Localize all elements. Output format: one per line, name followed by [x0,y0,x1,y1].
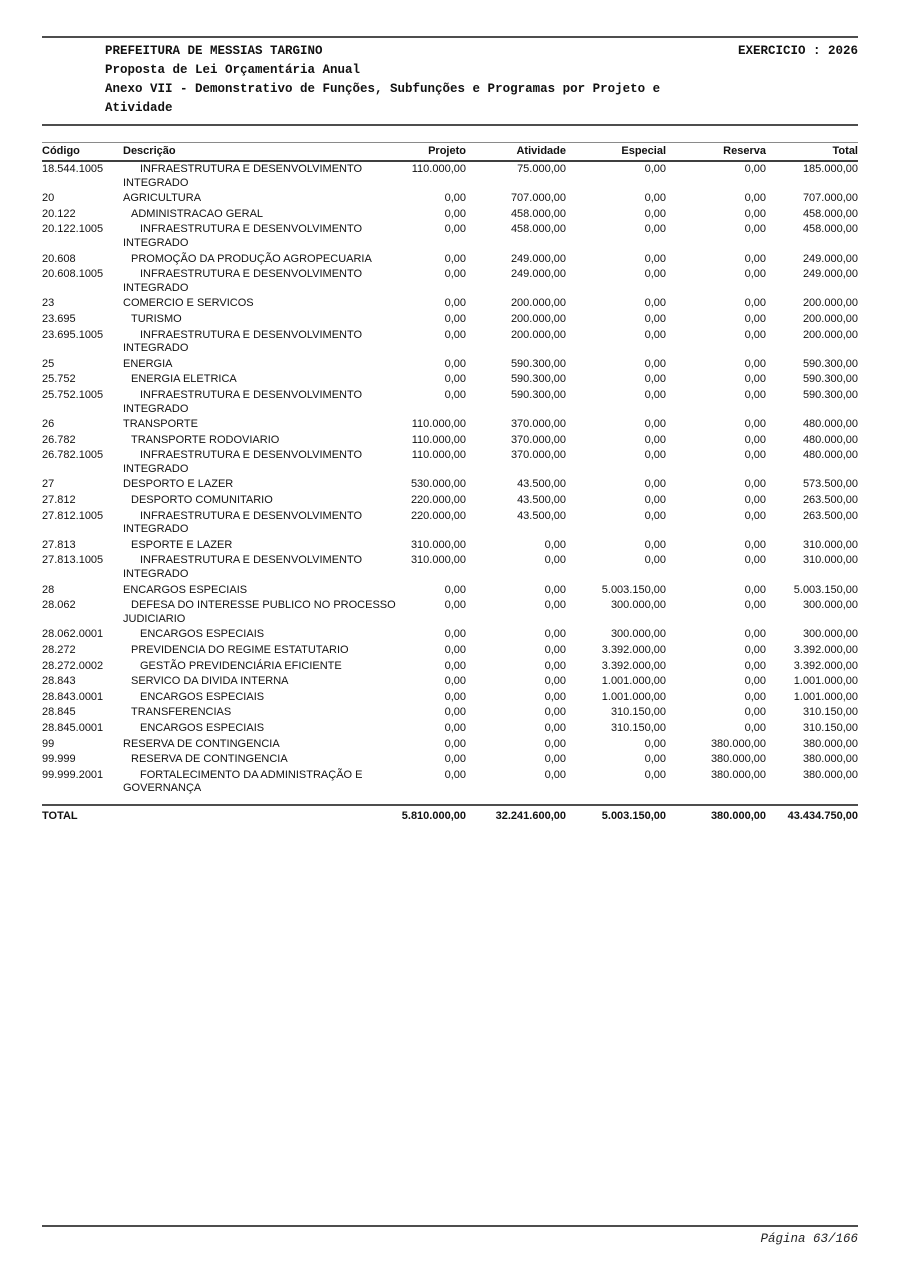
cell-atividade: 0,00 [544,706,566,719]
cell-atividade: 0,00 [544,690,566,703]
table-row [42,191,858,207]
cell-especial: 0,00 [644,268,666,281]
cell-atividade: 0,00 [544,554,566,567]
cell-total: 185.000,00 [802,163,858,175]
cell-atividade: 0,00 [544,538,566,551]
table-row [42,538,858,554]
cell-reserva: 380.000,00 [710,737,766,750]
total-reserva: 380.000,00 [666,805,766,826]
table-row [42,417,858,433]
table-row [42,659,858,675]
table-row [42,357,858,373]
table-row [42,448,858,477]
table-row [42,705,858,721]
cell-reserva: 0,00 [744,599,766,612]
cell-code: 28.845.0001 [42,721,104,734]
cell-total: 590.300,00 [802,357,858,370]
cell-especial: 310.150,00 [610,706,666,719]
cell-code: 99.999 [42,753,76,766]
cell-code: 26 [42,418,55,431]
cell-code: 28.843 [42,675,76,688]
table-row [42,493,858,509]
cell-atividade: 43.500,00 [517,478,566,491]
column-header-total: Total [766,143,858,162]
cell-code: 28.843.0001 [42,690,104,703]
cell-especial: 0,00 [644,494,666,507]
cell-projeto: 0,00 [444,207,466,220]
cell-description: GESTÃO PREVIDENCIÁRIA EFICIENTE [140,659,342,672]
cell-atividade: 590.300,00 [510,357,566,370]
total-total: 43.434.750,00 [766,805,858,826]
cell-projeto: 0,00 [444,297,466,310]
cell-description: ENCARGOS ESPECIAIS [123,583,248,596]
cell-description: ENERGIA [123,357,173,370]
table-row [42,768,858,805]
cell-especial: 0,00 [644,478,666,491]
cell-total: 458.000,00 [802,223,858,236]
cell-description: INFRAESTRUTURA E DESENVOLVIMENTO INTEGRADO [123,163,363,189]
cell-reserva: 0,00 [744,223,766,236]
cell-description: TRANSPORTE [123,418,198,431]
cell-total: 1.001.000,00 [793,675,858,688]
cell-projeto: 0,00 [444,373,466,386]
cell-atividade: 249.000,00 [510,268,566,281]
cell-reserva: 0,00 [744,207,766,220]
table-row [42,674,858,690]
cell-code: 20.122 [42,207,76,220]
cell-code: 27.813.1005 [42,554,104,567]
cell-especial: 0,00 [644,223,666,236]
cell-code: 23.695.1005 [42,328,104,341]
cell-atividade: 590.300,00 [510,373,566,386]
cell-especial: 0,00 [644,449,666,462]
column-header-codigo: Código [42,143,123,162]
cell-total: 480.000,00 [802,449,858,462]
table-row [42,312,858,328]
cell-code: 25.752 [42,373,76,386]
cell-code: 28.845 [42,706,76,719]
report-header [42,36,858,126]
cell-code: 99.999.2001 [42,768,104,781]
cell-especial: 1.001.000,00 [601,675,666,688]
cell-especial: 300.000,00 [610,628,666,641]
cell-projeto: 310.000,00 [410,538,466,551]
cell-atividade: 0,00 [544,753,566,766]
report-title: Proposta de Lei Orçamentária Anual [105,63,361,77]
cell-projeto: 0,00 [444,223,466,236]
cell-projeto: 0,00 [444,328,466,341]
cell-atividade: 0,00 [544,768,566,781]
cell-atividade: 590.300,00 [510,388,566,401]
cell-especial: 0,00 [644,509,666,522]
cell-atividade: 200.000,00 [510,297,566,310]
cell-description: DESPORTO COMUNITARIO [131,494,273,507]
footer-rule [42,1225,858,1227]
table-row [42,207,858,223]
cell-code: 23 [42,297,55,310]
cell-atividade: 0,00 [544,583,566,596]
cell-total: 310.000,00 [802,554,858,567]
cell-total: 380.000,00 [802,753,858,766]
table-row [42,267,858,296]
total-especial: 5.003.150,00 [566,805,666,826]
cell-projeto: 0,00 [444,721,466,734]
cell-especial: 0,00 [644,252,666,265]
cell-code: 20.608 [42,252,76,265]
cell-projeto: 110.000,00 [411,433,466,446]
table-row [42,583,858,599]
cell-especial: 0,00 [644,297,666,310]
annex-title-line1: Anexo VII - Demonstrativo de Funções, Subfunções e Programas por Projeto e [105,82,661,96]
cell-code: 20.608.1005 [42,268,104,281]
column-header-descricao: Descrição [123,143,396,162]
table-row [42,737,858,753]
cell-description: ENCARGOS ESPECIAIS [140,721,265,734]
cell-description: ENCARGOS ESPECIAIS [140,628,265,641]
cell-description: TRANSPORTE RODOVIARIO [131,433,280,446]
cell-projeto: 0,00 [444,690,466,703]
cell-description: AGRICULTURA [123,192,202,205]
cell-projeto: 0,00 [444,768,466,781]
cell-atividade: 0,00 [544,599,566,612]
cell-code: 18.544.1005 [42,163,104,175]
column-header-especial: Especial [566,143,666,162]
cell-projeto: 220.000,00 [410,509,466,522]
cell-reserva: 0,00 [744,268,766,281]
table-row [42,627,858,643]
cell-atividade: 200.000,00 [510,328,566,341]
cell-total: 310.150,00 [802,706,858,719]
cell-code: 26.782.1005 [42,449,104,462]
annex-title-line2: Atividade [105,101,173,115]
cell-total: 3.392.000,00 [793,644,858,656]
cell-atividade: 0,00 [544,644,566,656]
cell-description: INFRAESTRUTURA E DESENVOLVIMENTO INTEGRADO [123,554,363,581]
total-row [42,805,858,826]
table-row [42,752,858,768]
cell-code: 28.272 [42,644,76,656]
cell-especial: 0,00 [644,753,666,766]
cell-atividade: 75.000,00 [517,163,566,175]
cell-projeto: 0,00 [444,644,466,656]
column-header-atividade: Atividade [466,143,566,162]
cell-code: 99 [42,737,55,750]
cell-atividade: 707.000,00 [510,192,566,205]
cell-description: TURISMO [131,312,182,325]
cell-especial: 0,00 [644,357,666,370]
table-row [42,296,858,312]
cell-description: RESERVA DE CONTINGENCIA [131,753,288,766]
cell-projeto: 0,00 [444,659,466,672]
cell-total: 200.000,00 [802,297,858,310]
cell-projeto: 0,00 [444,268,466,281]
table-row [42,553,858,582]
cell-atividade: 43.500,00 [517,509,566,522]
cell-code: 27.813 [42,538,76,551]
cell-reserva: 0,00 [744,554,766,567]
cell-reserva: 380.000,00 [710,768,766,781]
cell-code: 28 [42,583,55,596]
cell-reserva: 0,00 [744,583,766,596]
cell-total: 263.500,00 [802,494,858,507]
cell-especial: 310.150,00 [610,721,666,734]
cell-projeto: 0,00 [444,628,466,641]
cell-description: RESERVA DE CONTINGENCIA [123,737,280,750]
table-row [42,721,858,737]
cell-projeto: 0,00 [444,192,466,205]
cell-description: DEFESA DO INTERESSE PUBLICO NO PROCESSO JUDICIARIO [123,599,396,625]
cell-description: ADMINISTRACAO GERAL [131,207,264,220]
cell-atividade: 0,00 [544,659,566,672]
cell-projeto: 310.000,00 [410,554,466,567]
cell-code: 23.695 [42,312,76,325]
cell-description: INFRAESTRUTURA E DESENVOLVIMENTO INTEGRADO [123,509,363,536]
cell-total: 380.000,00 [802,737,858,750]
cell-description: FORTALECIMENTO DA ADMINISTRAÇÃO E GOVERNANÇA [123,768,363,795]
cell-description: TRANSFERENCIAS [131,706,232,719]
table-row [42,328,858,357]
table-row [42,372,858,388]
cell-total: 263.500,00 [802,509,858,522]
cell-total: 5.003.150,00 [793,583,858,596]
cell-atividade: 0,00 [544,721,566,734]
total-label: TOTAL [42,805,396,826]
cell-projeto: 0,00 [444,753,466,766]
cell-reserva: 0,00 [744,659,766,672]
cell-reserva: 0,00 [744,312,766,325]
cell-projeto: 110.000,00 [411,449,466,462]
cell-description: SERVICO DA DIVIDA INTERNA [131,675,289,688]
cell-code: 27 [42,478,55,491]
cell-reserva: 0,00 [744,721,766,734]
cell-especial: 1.001.000,00 [601,690,666,703]
cell-especial: 0,00 [644,388,666,401]
cell-projeto: 0,00 [444,312,466,325]
cell-especial: 0,00 [644,192,666,205]
cell-total: 300.000,00 [802,628,858,641]
cell-especial: 0,00 [644,737,666,750]
cell-description: ENERGIA ELETRICA [131,373,237,386]
cell-atividade: 370.000,00 [510,433,566,446]
total-atividade: 32.241.600,00 [466,805,566,826]
cell-reserva: 0,00 [744,538,766,551]
cell-especial: 0,00 [644,554,666,567]
cell-especial: 0,00 [644,373,666,386]
cell-total: 310.000,00 [802,538,858,551]
cell-reserva: 0,00 [744,449,766,462]
cell-total: 1.001.000,00 [793,690,858,703]
cell-reserva: 0,00 [744,690,766,703]
cell-reserva: 0,00 [744,328,766,341]
cell-atividade: 370.000,00 [510,449,566,462]
exercise-label: EXERCICIO : 2026 [737,44,858,58]
cell-atividade: 458.000,00 [510,207,566,220]
cell-reserva: 0,00 [744,192,766,205]
cell-code: 25.752.1005 [42,388,104,401]
cell-projeto: 0,00 [444,583,466,596]
table-row [42,252,858,268]
cell-projeto: 0,00 [444,599,466,612]
cell-total: 249.000,00 [802,268,858,281]
column-header-projeto: Projeto [396,143,466,162]
cell-total: 200.000,00 [802,328,858,341]
cell-atividade: 0,00 [544,737,566,750]
page-footer [42,1225,858,1246]
cell-atividade: 200.000,00 [510,312,566,325]
total-projeto: 5.810.000,00 [396,805,466,826]
cell-code: 28.272.0002 [42,659,104,672]
cell-total: 707.000,00 [802,192,858,205]
cell-reserva: 0,00 [744,706,766,719]
cell-description: INFRAESTRUTURA E DESENVOLVIMENTO INTEGRADO [123,328,363,355]
cell-code: 26.782 [42,433,76,446]
table-row [42,433,858,449]
table-row [42,598,858,627]
cell-projeto: 0,00 [444,252,466,265]
cell-total: 300.000,00 [802,599,858,612]
cell-description: INFRAESTRUTURA E DESENVOLVIMENTO INTEGRADO [123,388,363,415]
cell-projeto: 0,00 [444,706,466,719]
cell-especial: 0,00 [644,418,666,431]
cell-reserva: 0,00 [744,509,766,522]
cell-reserva: 0,00 [744,433,766,446]
cell-description: INFRAESTRUTURA E DESENVOLVIMENTO INTEGRADO [123,268,363,294]
cell-total: 590.300,00 [802,373,858,386]
cell-reserva: 380.000,00 [710,753,766,766]
cell-reserva: 0,00 [744,675,766,688]
cell-total: 480.000,00 [802,418,858,431]
cell-especial: 0,00 [644,768,666,781]
table-row [42,690,858,706]
cell-projeto: 0,00 [444,737,466,750]
cell-code: 28.062 [42,599,76,612]
cell-especial: 0,00 [644,433,666,446]
cell-especial: 0,00 [644,328,666,341]
table-header-row [42,143,858,162]
table-row [42,509,858,538]
table-row [42,222,858,251]
cell-description: PROMOÇÃO DA PRODUÇÃO AGROPECUARIA [131,252,372,265]
cell-especial: 300.000,00 [610,599,666,612]
cell-especial: 0,00 [644,163,666,175]
cell-reserva: 0,00 [744,252,766,265]
cell-atividade: 0,00 [544,675,566,688]
cell-reserva: 0,00 [744,478,766,491]
cell-projeto: 220.000,00 [410,494,466,507]
cell-especial: 5.003.150,00 [601,583,666,596]
cell-reserva: 0,00 [744,644,766,656]
cell-description: DESPORTO E LAZER [123,478,234,491]
cell-code: 20.122.1005 [42,223,104,236]
cell-atividade: 0,00 [544,628,566,641]
cell-total: 3.392.000,00 [793,659,858,672]
cell-projeto: 0,00 [444,357,466,370]
cell-description: COMERCIO E SERVICOS [123,297,254,310]
cell-total: 200.000,00 [802,312,858,325]
cell-total: 480.000,00 [802,433,858,446]
cell-reserva: 0,00 [744,297,766,310]
cell-projeto: 530.000,00 [410,478,466,491]
cell-total: 590.300,00 [802,388,858,401]
cell-description: ENCARGOS ESPECIAIS [140,690,265,703]
cell-projeto: 0,00 [444,675,466,688]
cell-reserva: 0,00 [744,494,766,507]
table-row [42,643,858,659]
cell-atividade: 249.000,00 [510,252,566,265]
table-row [42,477,858,493]
cell-total: 458.000,00 [802,207,858,220]
cell-description: INFRAESTRUTURA E DESENVOLVIMENTO INTEGRADO [123,449,363,475]
cell-total: 573.500,00 [802,478,858,491]
cell-reserva: 0,00 [744,388,766,401]
cell-reserva: 0,00 [744,418,766,431]
cell-total: 310.150,00 [802,721,858,734]
cell-reserva: 0,00 [744,163,766,175]
cell-description: ESPORTE E LAZER [131,538,233,551]
table-row [42,161,858,191]
cell-reserva: 0,00 [744,628,766,641]
cell-description: PREVIDENCIA DO REGIME ESTATUTARIO [131,644,349,656]
page-number: Página 63/166 [760,1232,858,1246]
cell-projeto: 0,00 [444,388,466,401]
cell-code: 27.812 [42,494,76,507]
cell-atividade: 458.000,00 [510,223,566,236]
cell-reserva: 0,00 [744,357,766,370]
cell-code: 20 [42,192,55,205]
cell-atividade: 43.500,00 [517,494,566,507]
cell-total: 380.000,00 [802,768,858,781]
cell-code: 28.062.0001 [42,628,104,641]
cell-projeto: 110.000,00 [411,163,466,175]
column-header-reserva: Reserva [666,143,766,162]
cell-projeto: 110.000,00 [411,418,466,431]
cell-total: 249.000,00 [802,252,858,265]
cell-especial: 0,00 [644,207,666,220]
table-row [42,388,858,417]
municipality-name: PREFEITURA DE MESSIAS TARGINO [105,44,323,58]
cell-reserva: 0,00 [744,373,766,386]
cell-especial: 0,00 [644,538,666,551]
cell-especial: 3.392.000,00 [601,644,666,656]
cell-code: 27.812.1005 [42,509,104,522]
cell-code: 25 [42,357,55,370]
table-body [42,161,858,805]
budget-table [42,142,858,826]
cell-especial: 0,00 [644,312,666,325]
cell-description: INFRAESTRUTURA E DESENVOLVIMENTO INTEGRADO [123,223,363,249]
cell-atividade: 370.000,00 [510,418,566,431]
cell-especial: 3.392.000,00 [601,659,666,672]
